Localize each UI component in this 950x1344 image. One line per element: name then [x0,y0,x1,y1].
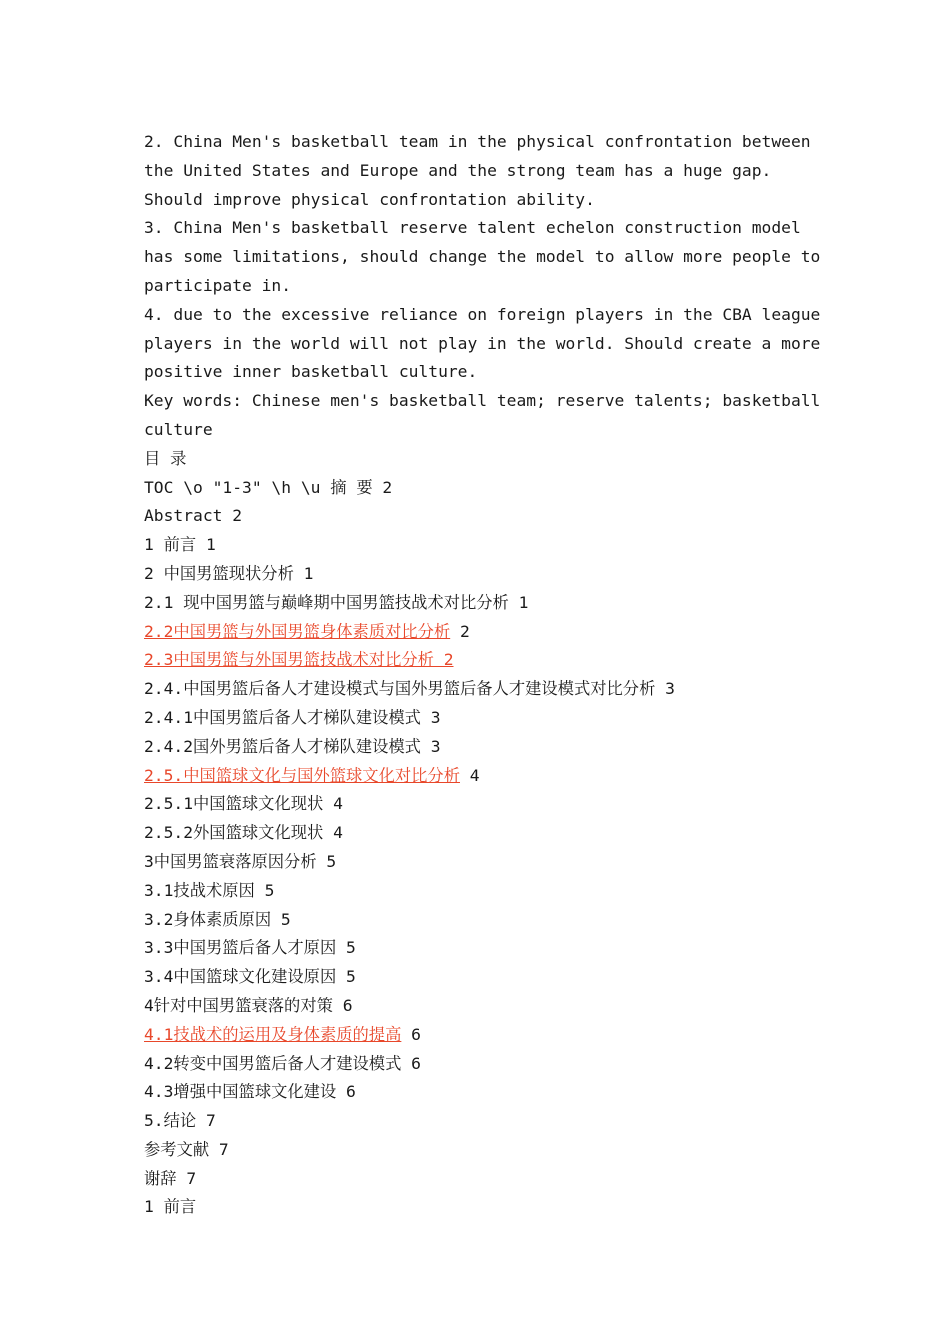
toc-entry[interactable]: 参考文献 7 [144,1139,229,1159]
toc-entry[interactable]: 2.5.2外国篮球文化现状 4 [144,823,343,843]
toc-entry-link [144,618,808,647]
toc-hyperlink[interactable]: 2.5.中国篮球文化与国外篮球文化对比分析 [144,765,460,785]
abstract-line: has some limitations, should change the model to allow more people to [144,247,821,267]
toc-entry[interactable]: 3.4中国篮球文化建设原因 5 [144,967,356,987]
abstract-line: 2. China Men's basketball team in the physical confrontation between [144,132,811,151]
table-of-contents [144,502,808,1193]
toc-entry[interactable]: 4.3增强中国篮球文化建设 6 [144,1082,356,1102]
toc-entry[interactable]: 2.4.2国外男篮后备人才梯队建设模式 3 [144,736,441,756]
toc-entry[interactable]: 2 中国男篮现状分析 1 [144,563,314,583]
abstract-line: the United States and Europe and the strong team has a huge gap. [144,160,772,180]
abstract-line: positive inner basketball culture. [144,362,478,382]
toc-entry[interactable]: 3.2身体素质原因 5 [144,909,291,929]
toc-entry[interactable]: 谢辞 7 [144,1168,197,1188]
toc-entry[interactable]: 5.结论 7 [144,1111,216,1131]
document-page [144,128,821,1222]
toc-entry-link [144,1021,808,1050]
toc-heading: 目 录 [144,448,187,468]
abstract-line: Should improve physical confrontation ability. [144,189,595,209]
toc-entry[interactable]: 2.5.1中国篮球文化现状 4 [144,794,343,814]
toc-entry[interactable]: 3.1技战术原因 5 [144,880,275,900]
toc-entry[interactable]: 4针对中国男篮衰落的对策 6 [144,995,353,1015]
keywords-line: culture [144,419,213,439]
toc-entry[interactable]: 1 前言 1 [144,535,216,555]
toc-entry[interactable]: 2.1 现中国男篮与巅峰期中国男篮技战术对比分析 1 [144,592,529,612]
abstract-block [144,128,821,445]
toc-entry[interactable]: 2.4.中国男篮后备人才建设模式与国外男篮后备人才建设模式对比分析 3 [144,679,675,699]
abstract-line: participate in. [144,275,292,295]
abstract-line: players in the world will not play in the world. Should create a more [144,333,821,353]
toc-entry[interactable]: 4.2转变中国男篮后备人才建设模式 6 [144,1053,421,1073]
abstract-line: 3. China Men's basketball reserve talent echelon construction model [144,218,801,238]
toc-hyperlink[interactable]: 2.2中国男篮与外国男篮身体素质对比分析 [144,621,451,641]
toc-page-number: 2 [450,621,470,641]
keywords-line: Key words: Chinese men's basketball team; reserve talents; basketball [144,391,821,411]
toc-entry[interactable]: 2.4.1中国男篮后备人才梯队建设模式 3 [144,707,441,727]
toc-entry-link [144,762,808,791]
toc-page-number: 6 [401,1024,421,1044]
toc-field-code: TOC \o "1-3" \h \u 摘 要 2 [144,477,393,497]
toc-entry[interactable]: 3.3中国男篮后备人才原因 5 [144,938,356,958]
abstract-line: 4. due to the excessive reliance on foreign players in the CBA league [144,304,821,324]
toc-hyperlink[interactable]: 2.3中国男篮与外国男篮技战术对比分析 2 [144,650,454,670]
toc-entry-link [144,646,808,675]
toc-entry[interactable]: 3中国男篮衰落原因分析 5 [144,851,337,871]
toc-page-number: 4 [460,765,480,785]
section-heading: 1 前言 [144,1197,197,1217]
toc-hyperlink[interactable]: 4.1技战术的运用及身体素质的提高 [144,1024,402,1044]
toc-entry[interactable]: Abstract 2 [144,506,243,526]
